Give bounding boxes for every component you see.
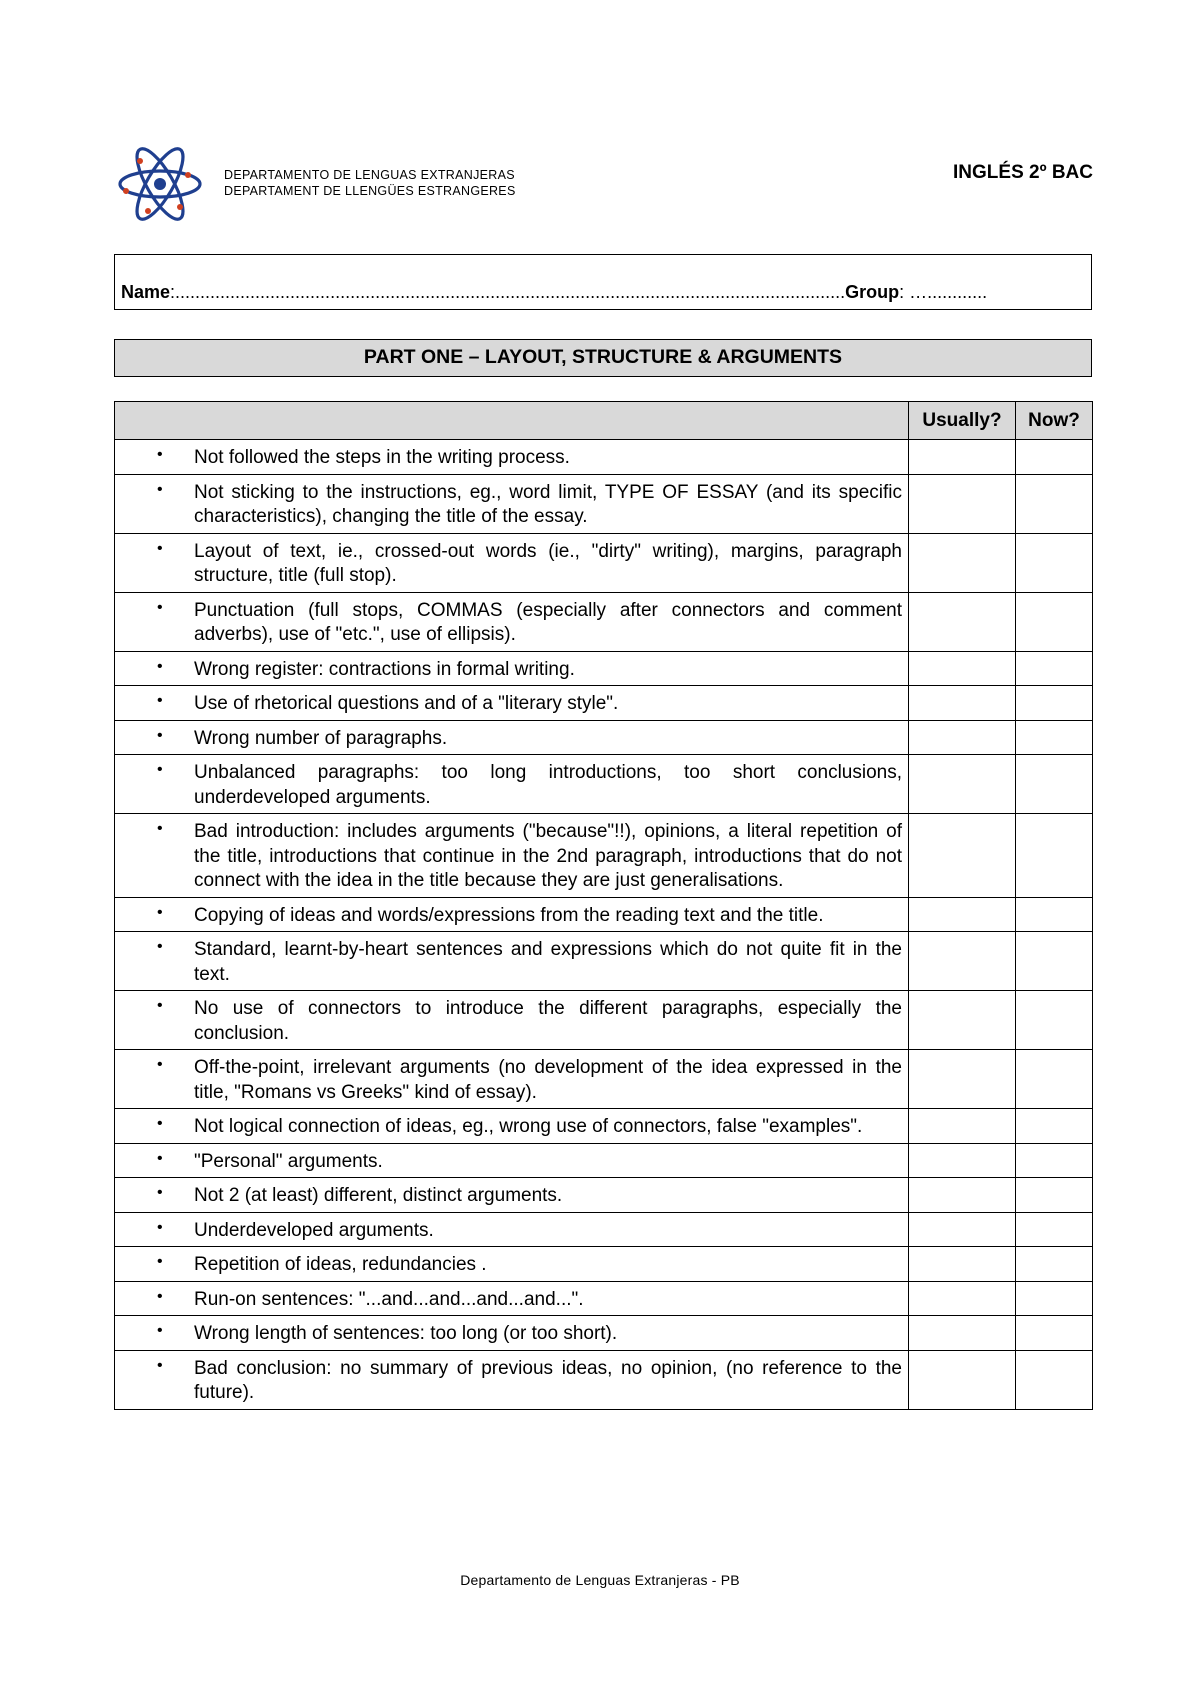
checklist-item-text: Off-the-point, irrelevant arguments (no development of the idea expressed in the title, "Romans vs Greeks" kind of essay). (194, 1057, 902, 1103)
usually-checkbox-cell[interactable] (909, 592, 1016, 651)
usually-checkbox-cell[interactable] (909, 1050, 1016, 1109)
bullet-icon: • (157, 938, 163, 955)
now-checkbox-cell[interactable] (1016, 686, 1093, 721)
now-checkbox-cell[interactable] (1016, 720, 1093, 755)
checklist-item-text: Run-on sentences: "...and...and...and...and...". (194, 1288, 584, 1310)
checklist-item-text: Standard, learnt-by-heart sentences and expressions which do not quite fit in the text. (194, 939, 902, 985)
column-header-usually: Usually? (909, 402, 1016, 440)
now-checkbox-cell[interactable] (1016, 651, 1093, 686)
usually-checkbox-cell[interactable] (909, 651, 1016, 686)
table-row (115, 897, 1093, 932)
now-checkbox-cell[interactable] (1016, 474, 1093, 533)
bullet-icon: • (157, 997, 163, 1014)
checklist-item-text: Not sticking to the instructions, eg., word limit, TYPE OF ESSAY (and its specific characteristics), changing the title of the essay. (194, 481, 902, 527)
checklist-item-text: Bad introduction: includes arguments ("because"!!), opinions, a literal repetition of the title, introductions that continue in the 2nd paragraph, introductions that do not connect with the idea in the title because they are just generalisations. (194, 821, 902, 891)
now-checkbox-cell[interactable] (1016, 1316, 1093, 1351)
checklist-item-text: Layout of text, ie., crossed-out words (ie., "dirty" writing), margins, paragraph structure, title (full stop). (194, 540, 902, 586)
checklist-item (115, 1350, 909, 1409)
table-row (115, 720, 1093, 755)
now-checkbox-cell[interactable] (1016, 592, 1093, 651)
table-row (115, 932, 1093, 991)
now-checkbox-cell[interactable] (1016, 1143, 1093, 1178)
bullet-icon: • (157, 480, 163, 498)
checklist-item (115, 1212, 909, 1247)
usually-checkbox-cell[interactable] (909, 1316, 1016, 1351)
table-row (115, 1212, 1093, 1247)
checklist-item-text: Not 2 (at least) different, distinct arguments. (194, 1185, 563, 1206)
table-row (115, 592, 1093, 651)
part-title: PART ONE – LAYOUT, STRUCTURE & ARGUMENTS (114, 339, 1092, 377)
name-field[interactable]: :...................................................................................................................................... (170, 282, 846, 302)
now-checkbox-cell[interactable] (1016, 1247, 1093, 1282)
now-checkbox-cell[interactable] (1016, 1178, 1093, 1213)
bullet-icon: • (157, 761, 163, 778)
bullet-icon: • (157, 1184, 163, 1201)
now-checkbox-cell[interactable] (1016, 1050, 1093, 1109)
checklist-item-text: Underdeveloped arguments. (194, 1219, 434, 1241)
bullet-icon: • (157, 1149, 163, 1167)
bullet-icon: • (157, 1356, 163, 1374)
atom-logo-icon (118, 145, 202, 223)
table-row (115, 1281, 1093, 1316)
department-names (224, 167, 516, 199)
table-row (115, 474, 1093, 533)
checklist-item-text: Not followed the steps in the writing process. (194, 447, 570, 468)
table-row (115, 1350, 1093, 1409)
checklist-item (115, 932, 909, 991)
checklist-item-text: No use of connectors to introduce the different paragraphs, especially the conclusion. (194, 998, 902, 1044)
usually-checkbox-cell[interactable] (909, 1212, 1016, 1247)
checklist-item (115, 533, 909, 592)
header-blank (115, 402, 909, 440)
checklist-item (115, 1281, 909, 1316)
table-row (115, 1143, 1093, 1178)
table-row (115, 686, 1093, 721)
bullet-icon: • (157, 1218, 163, 1236)
bullet-icon: • (157, 446, 163, 463)
table-row (115, 1247, 1093, 1282)
page-footer: Departamento de Lenguas Extranjeras - PB (460, 1572, 740, 1588)
now-checkbox-cell[interactable] (1016, 1281, 1093, 1316)
bullet-icon: • (157, 726, 163, 744)
table-row (115, 755, 1093, 814)
checklist-item (115, 1109, 909, 1144)
course-title: INGLÉS 2º BAC (953, 162, 1093, 183)
checklist-item-text: Copying of ideas and words/expressions from the reading text and the title. (194, 904, 824, 926)
usually-checkbox-cell[interactable] (909, 533, 1016, 592)
name-label: Name (121, 282, 171, 302)
usually-checkbox-cell[interactable] (909, 1350, 1016, 1409)
usually-checkbox-cell[interactable] (909, 1281, 1016, 1316)
usually-checkbox-cell[interactable] (909, 755, 1016, 814)
now-checkbox-cell[interactable] (1016, 1350, 1093, 1409)
department-name-es: DEPARTAMENTO DE LENGUAS EXTRANJERAS (224, 168, 515, 182)
table-row (115, 1050, 1093, 1109)
checklist-item (115, 991, 909, 1050)
error-checklist-table (114, 401, 1093, 1410)
now-checkbox-cell[interactable] (1016, 755, 1093, 814)
checklist-item (115, 1316, 909, 1351)
usually-checkbox-cell[interactable] (909, 1247, 1016, 1282)
bullet-icon: • (157, 1287, 163, 1305)
table-row (115, 533, 1093, 592)
bullet-icon: • (157, 1253, 163, 1270)
usually-checkbox-cell[interactable] (909, 440, 1016, 475)
now-checkbox-cell[interactable] (1016, 533, 1093, 592)
checklist-item-text: Wrong register: contractions in formal writing. (194, 658, 575, 680)
usually-checkbox-cell[interactable] (909, 1143, 1016, 1178)
usually-checkbox-cell[interactable] (909, 474, 1016, 533)
checklist-item (115, 1050, 909, 1109)
bullet-icon: • (157, 820, 163, 837)
checklist-item-text: Unbalanced paragraphs: too long introductions, too short conclusions, underdeveloped arguments. (194, 762, 902, 808)
table-row (115, 1178, 1093, 1213)
table-row (115, 814, 1093, 898)
bullet-icon: • (157, 598, 163, 616)
checklist-item (115, 755, 909, 814)
bullet-icon: • (157, 692, 163, 709)
bullet-icon: • (157, 1115, 163, 1132)
usually-checkbox-cell[interactable] (909, 720, 1016, 755)
checklist-item (115, 651, 909, 686)
checklist-item (115, 814, 909, 898)
now-checkbox-cell[interactable] (1016, 1109, 1093, 1144)
checklist-item (115, 1178, 909, 1213)
checklist-item-text: Use of rhetorical questions and of a "literary style". (194, 693, 619, 714)
usually-checkbox-cell[interactable] (909, 1109, 1016, 1144)
column-header-now: Now? (1016, 402, 1093, 440)
checklist-item-text: Repetition of ideas, redundancies . (194, 1254, 487, 1275)
group-label: Group (845, 282, 900, 302)
checklist-item-text: Punctuation (full stops, COMMAS (especially after connectors and comment adverbs), use of "etc.", use of ellipsis). (194, 599, 902, 645)
now-checkbox-cell[interactable] (1016, 991, 1093, 1050)
usually-checkbox-cell[interactable] (909, 686, 1016, 721)
page-header (118, 145, 1093, 225)
checklist-item (115, 897, 909, 932)
department-name-va: DEPARTAMENT DE LLENGÜES ESTRANGERES (224, 184, 516, 198)
now-checkbox-cell[interactable] (1016, 440, 1093, 475)
bullet-icon: • (157, 539, 163, 557)
checklist-item (115, 686, 909, 721)
checklist-item (115, 1247, 909, 1282)
student-info-box (114, 254, 1092, 310)
now-checkbox-cell[interactable] (1016, 1212, 1093, 1247)
checklist-item-text: "Personal" arguments. (194, 1150, 383, 1172)
table-row (115, 991, 1093, 1050)
checklist-item (115, 1143, 909, 1178)
table-row (115, 440, 1093, 475)
now-checkbox-cell[interactable] (1016, 897, 1093, 932)
usually-checkbox-cell[interactable] (909, 814, 1016, 898)
now-checkbox-cell[interactable] (1016, 932, 1093, 991)
checklist-item-text: Wrong length of sentences: too long (or too short). (194, 1323, 618, 1344)
now-checkbox-cell[interactable] (1016, 814, 1093, 898)
checklist-item (115, 474, 909, 533)
usually-checkbox-cell[interactable] (909, 932, 1016, 991)
bullet-icon: • (157, 657, 163, 675)
checklist-item-text: Wrong number of paragraphs. (194, 727, 448, 749)
table-row (115, 1316, 1093, 1351)
bullet-icon: • (157, 1322, 163, 1339)
bullet-icon: • (157, 1056, 163, 1073)
table-header-row (115, 402, 1093, 440)
usually-checkbox-cell[interactable] (909, 1178, 1016, 1213)
usually-checkbox-cell[interactable] (909, 991, 1016, 1050)
checklist-item (115, 440, 909, 475)
table-row (115, 1109, 1093, 1144)
checklist-item (115, 720, 909, 755)
checklist-item-text: Bad conclusion: no summary of previous ideas, no opinion, (no reference to the future). (194, 1357, 902, 1403)
checklist-item-text: Not logical connection of ideas, eg., wrong use of connectors, false "examples". (194, 1116, 863, 1137)
usually-checkbox-cell[interactable] (909, 897, 1016, 932)
checklist-item (115, 592, 909, 651)
bullet-icon: • (157, 903, 163, 921)
table-row (115, 651, 1093, 686)
group-field[interactable]: : …............ (899, 282, 988, 302)
